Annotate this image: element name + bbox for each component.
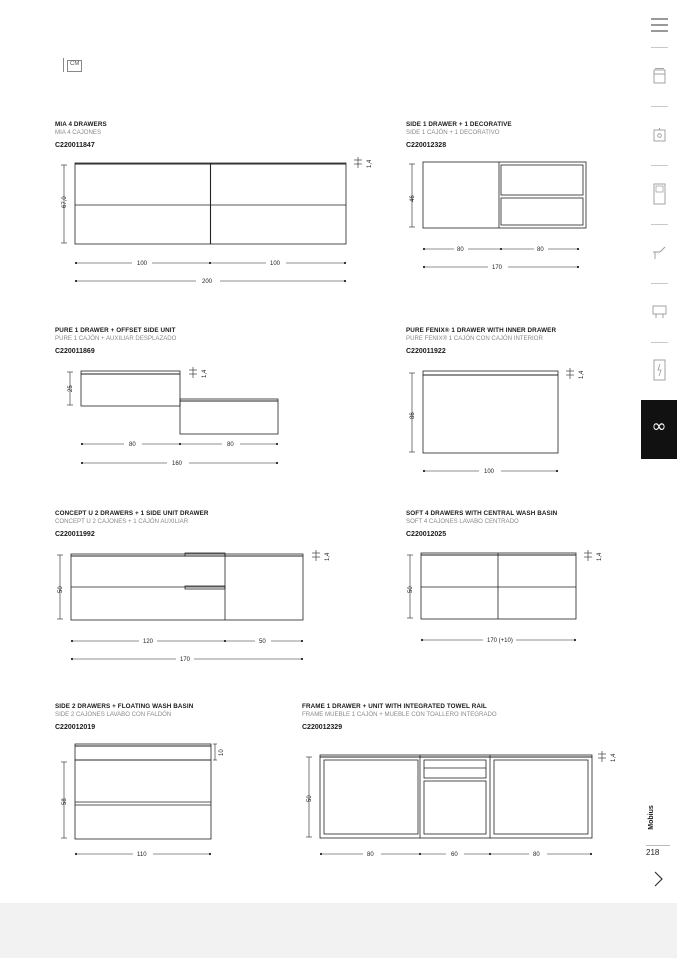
dim-top: 1,4 <box>202 369 208 378</box>
product-subtitle: SIDE 2 CAJONES LAVABO CON FALDÓN <box>55 711 172 718</box>
drawing-side-1-drawer <box>409 162 586 271</box>
dim-total: 170 <box>492 265 503 271</box>
dim-top: 1,4 <box>579 370 585 379</box>
dim-total: 100 <box>484 469 495 475</box>
dim-w1: 120 <box>143 639 154 645</box>
product-title: SOFT 4 DRAWERS WITH CENTRAL WASH BASIN <box>406 510 558 517</box>
faucet-icon[interactable] <box>651 243 668 260</box>
product-title: FRAME 1 DRAWER + UNIT WITH INTEGRATED TOWEL RAIL <box>302 703 487 710</box>
dim-w1: 100 <box>137 261 148 267</box>
dim-w3: 80 <box>533 852 540 858</box>
dim-height: 86 <box>410 412 416 419</box>
product-subtitle: PURE 1 CAJÓN + AUXILIAR DESPLAZADO <box>55 335 177 342</box>
dim-w2: 100 <box>270 261 281 267</box>
dim-total: 110 <box>137 852 147 858</box>
dim-w1: 80 <box>129 442 136 448</box>
dim-height: 25 <box>68 385 74 392</box>
product-title: MIA 4 DRAWERS <box>55 121 107 128</box>
product-subtitle: MIA 4 CAJONES <box>55 129 102 136</box>
shower-icon[interactable] <box>651 183 668 205</box>
side-navigation <box>641 0 677 903</box>
dim-w1: 80 <box>457 247 464 253</box>
product-code[interactable]: C220012329 <box>302 724 343 731</box>
dim-w2: 80 <box>537 247 544 253</box>
drawing-mia-4-drawers <box>61 157 373 285</box>
radiator-icon[interactable] <box>651 359 668 381</box>
dim-height: 50 <box>58 586 64 593</box>
unit-label: CM <box>70 61 80 67</box>
footer-band <box>0 903 677 958</box>
dim-height: 50 <box>307 795 313 802</box>
product-subtitle: FRAME MUEBLE 1 CAJÓN + MUEBLE CON TOALLERO INTEGRADO <box>302 711 497 718</box>
product-title: PURE 1 DRAWER + OFFSET SIDE UNIT <box>55 327 176 334</box>
dim-w1: 80 <box>367 852 374 858</box>
next-page-button[interactable] <box>648 868 668 890</box>
dim-top: 10 <box>219 749 225 756</box>
dim-height: 46 <box>410 195 416 202</box>
product-code[interactable]: C220012025 <box>406 531 447 538</box>
dim-total: 200 <box>202 279 213 285</box>
drawing-pure-fenix <box>409 368 585 475</box>
product-subtitle: CONCEPT U 2 CAJONES + 1 CAJÓN AUXILIAR <box>55 518 189 525</box>
product-title: CONCEPT U 2 DRAWERS + 1 SIDE UNIT DRAWER <box>55 510 209 517</box>
dim-w2: 50 <box>259 639 266 645</box>
dim-height: 67,0 <box>62 196 68 208</box>
drawing-pure-1-drawer <box>67 367 278 467</box>
dim-height: 58 <box>62 798 68 805</box>
product-code[interactable]: C220011922 <box>406 348 446 355</box>
drawing-side-2-drawers <box>61 744 225 858</box>
collection-tab-active[interactable] <box>641 400 677 459</box>
mirror-icon[interactable] <box>651 303 668 320</box>
product-code[interactable]: C220011992 <box>55 531 95 538</box>
product-code[interactable]: C220011847 <box>55 142 95 149</box>
dim-w2: 80 <box>227 442 234 448</box>
product-subtitle: SIDE 1 CAJÓN + 1 DECORATIVO <box>406 129 500 136</box>
page-number: 218 <box>646 845 670 857</box>
product-code[interactable]: C220012019 <box>55 724 96 731</box>
product-title: PURE FENIX® 1 DRAWER WITH INNER DRAWER <box>406 327 557 334</box>
brand-label: Mobius <box>647 805 655 830</box>
dim-top: 1,4 <box>597 552 603 561</box>
drawing-concept-u <box>57 550 331 663</box>
dim-height: 50 <box>408 586 414 593</box>
cabinet-icon[interactable] <box>651 67 668 84</box>
dim-total: 170 <box>180 657 191 663</box>
product-code[interactable]: C220012328 <box>406 142 447 149</box>
product-code[interactable]: C220011869 <box>55 348 95 355</box>
product-title: SIDE 2 DRAWERS + FLOATING WASH BASIN <box>55 703 194 710</box>
product-title: SIDE 1 DRAWER + 1 DECORATIVE <box>406 121 512 128</box>
dim-top: 1,4 <box>325 552 331 561</box>
washbasin-icon[interactable] <box>651 126 668 143</box>
menu-icon[interactable] <box>651 16 668 33</box>
drawing-soft-4-drawers <box>407 550 603 644</box>
dim-top: 1,4 <box>367 159 373 168</box>
dim-w2: 60 <box>451 852 458 858</box>
drawing-frame-1-drawer <box>306 751 617 858</box>
dim-total: 170 (+10) <box>487 638 513 644</box>
dim-total: 160 <box>172 461 183 467</box>
product-subtitle: PURE FENIX® 1 CAJÓN CON CAJÓN INTERIOR <box>406 335 543 342</box>
product-subtitle: SOFT 4 CAJONES LAVABO CENTRADO <box>406 518 519 525</box>
chevron-right-icon <box>648 868 668 890</box>
infinity-icon: ∞ <box>651 416 667 437</box>
dim-top: 1,4 <box>611 753 617 762</box>
